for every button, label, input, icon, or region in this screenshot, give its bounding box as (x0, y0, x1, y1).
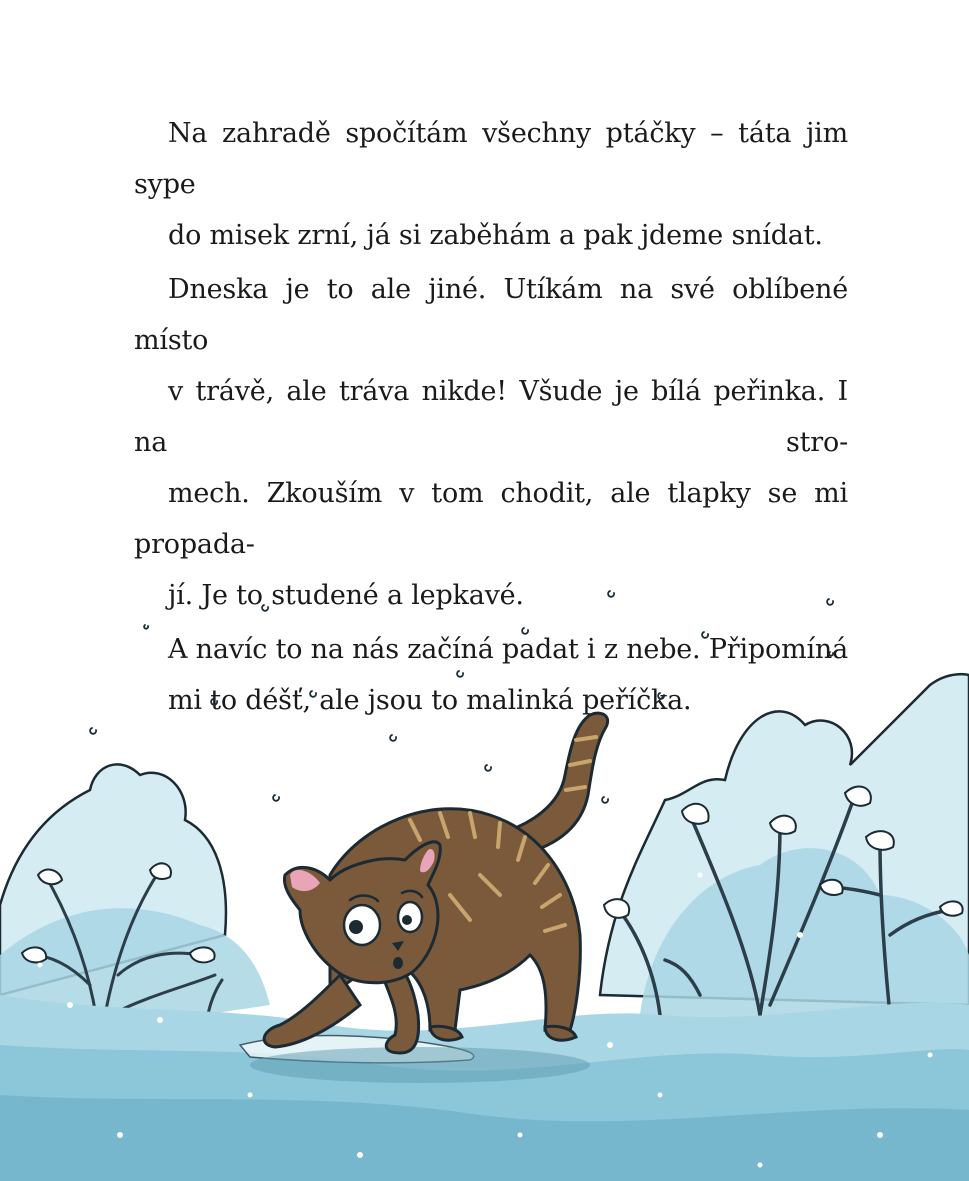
cat-icon (250, 713, 608, 1083)
text-line: Dneska je to ale jiné. Utíkám na své oblíbené místo (134, 274, 848, 356)
text-line: v trávě, ale tráva nikde! Všude je bílá peřinka. I na stro- (134, 376, 848, 458)
winter-illustration (0, 575, 969, 1181)
text-line: A navíc to na nás začíná padat i z nebe. Připomíná (168, 634, 848, 665)
text-line: mi to déšť, ale jsou to malinká peříčka. (168, 685, 692, 716)
snow-ground (0, 995, 969, 1181)
text-line: Na zahradě spočítám všechny ptáčky – táta jim sype (134, 118, 848, 200)
text-line: jí. Je to studené a lepkavé. (168, 580, 524, 611)
paragraph-2 (134, 264, 848, 621)
text-line: mech. Zkouším v tom chodit, ale tlapky se mi propada- (134, 478, 848, 560)
text-line: do misek zrní, já si zaběhám a pak jdeme snídat. (168, 220, 823, 251)
snow-scene (0, 575, 969, 1181)
snowflake-icon (90, 591, 833, 803)
paragraph-1 (134, 108, 848, 261)
